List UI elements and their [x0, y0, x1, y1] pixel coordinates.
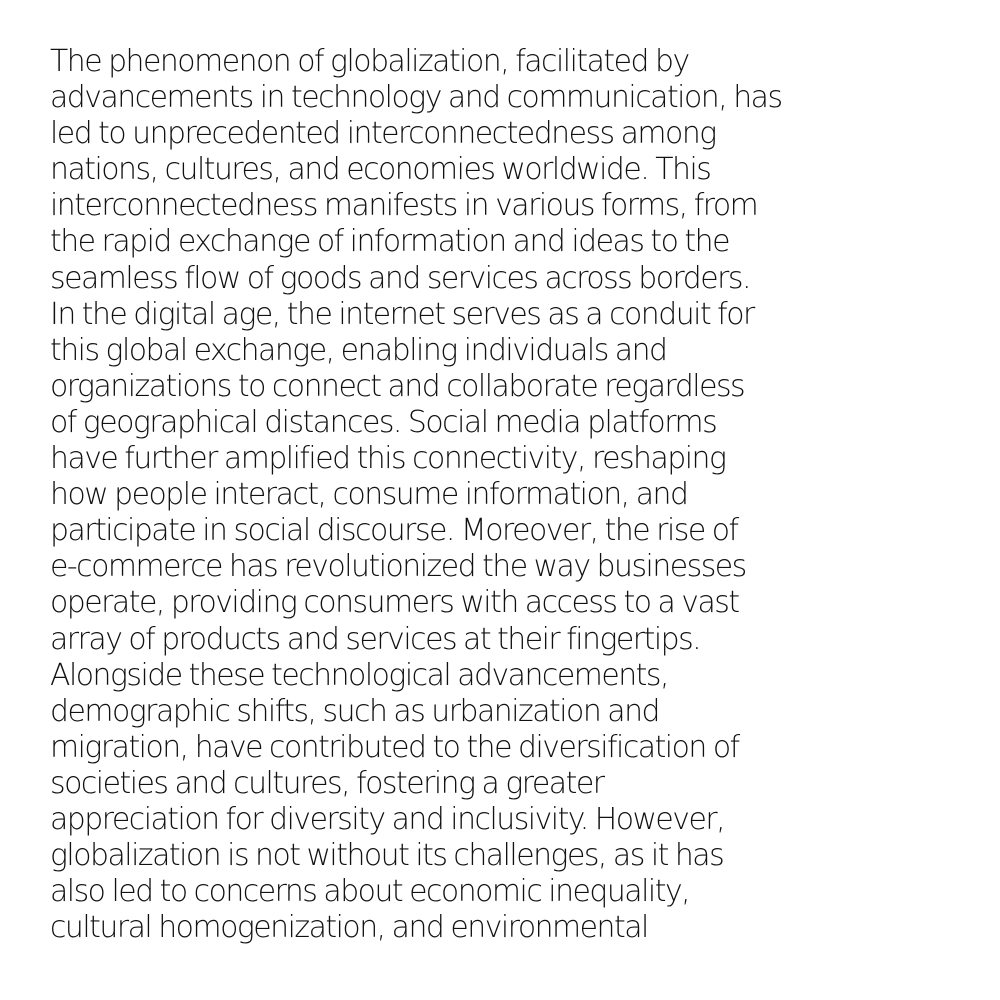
text-line: also led to concerns about economic inequality,	[50, 874, 690, 910]
text-line: this global exchange, enabling individuals and	[50, 332, 667, 368]
text-line: In the digital age, the internet serves as a conduit for	[50, 296, 754, 332]
text-line: have further amplified this connectivity, reshaping	[50, 441, 726, 477]
text-line: nations, cultures, and economies worldwide. This	[50, 152, 711, 188]
text-line: societies and cultures, fostering a greater	[50, 765, 604, 801]
text-line: e-commerce has revolutionized the way businesses	[50, 549, 746, 585]
text-line: advancements in technology and communication, has	[50, 80, 782, 116]
text-line: migration, have contributed to the diversification of	[50, 729, 739, 765]
text-line: how people interact, consume information, and	[50, 477, 688, 513]
text-line: interconnectedness manifests in various forms, from	[50, 188, 758, 224]
text-line: organizations to connect and collaborate regardless	[50, 368, 745, 404]
text-line: Alongside these technological advancements,	[50, 657, 668, 693]
text-line: participate in social discourse. Moreover, the rise of	[50, 513, 738, 549]
text-line: of geographical distances. Social media platforms	[50, 404, 717, 440]
text-line: array of products and services at their fingertips.	[50, 621, 701, 657]
text-line: seamless flow of goods and services across borders.	[50, 260, 750, 296]
text-line: appreciation for diversity and inclusivity. However,	[50, 801, 725, 837]
text-line: globalization is not without its challenges, as it has	[50, 838, 724, 874]
text-line: demographic shifts, such as urbanization and	[50, 693, 660, 729]
text-line: cultural homogenization, and environmental	[50, 910, 648, 946]
text-line: operate, providing consumers with access to a vast	[50, 585, 739, 621]
text-line: the rapid exchange of information and ideas to the	[50, 224, 729, 260]
body-paragraph	[50, 44, 980, 946]
text-line: The phenomenon of globalization, facilitated by	[50, 44, 689, 79]
text-line: led to unprecedented interconnectedness among	[50, 116, 716, 152]
